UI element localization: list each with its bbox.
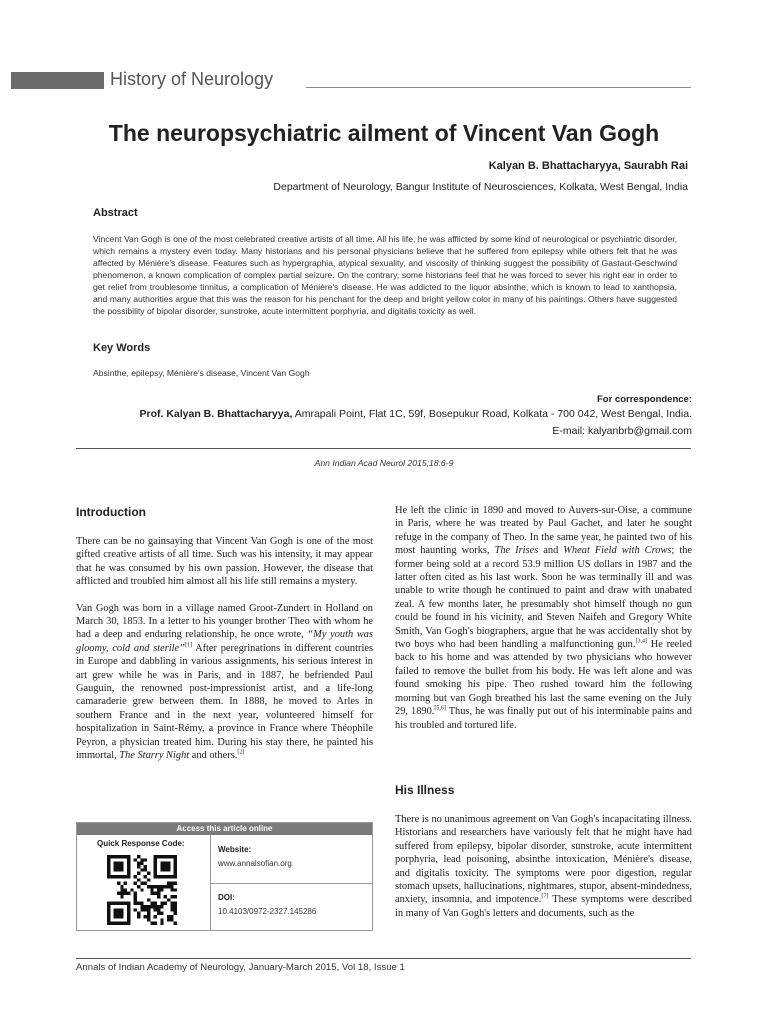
abstract-text: Vincent Van Gogh is one of the most celebrated creative artists of all time. All his life, he was afflicted by some kind of neurological or psychiatric disorder, which remains a mystery even today. Many historians and his personal physicians believe that he suffered from epilepsy while others felt that he was affected by Ménière's disease. Features such as hypergraphia, atypical sexuality, and viscosity of thinking suggest the possibility of Gastaut-Geschwind phenomenon, a known complication of complex partial seizure. On the contrary, some historians feel that he was forced to sever his right ear in order to get relief from troublesome tinnitus, a complication of Ménière's disease. He was addicted to the liquor absinthe, which is known to lead to xanthopsia, and many authorities argue that this was the reason for his penchant for the deep and bright yellow color in many of his paintings. Others have suggested the possibility of bipolar disorder, sunstroke, acute intermittent porphyria, and digitalis toxicity as well. [93, 234, 677, 316]
text-run: He left the clinic in 1890 and moved to Auvers-sur-Oise, a commune in Paris, where he was treated by Paul Gachet, and later he sought refuge in the company of Theo. In the same year, he painted two of his most haunting works, [395, 505, 692, 557]
text-run: He reeled back to his home and was attended by two physicians who however failed to remove the bullet from his body. He was left alone and was found smoking his pipe. Theo rushed toward him the following morning but van Gogh breathed his last the same evening on the July 29, 1890. [395, 639, 692, 718]
right-column [395, 504, 692, 745]
illness-paragraph [395, 813, 692, 920]
left-column [76, 535, 373, 776]
reference-link[interactable]: [3,4] [635, 638, 647, 645]
reference-link[interactable]: [7] [541, 893, 549, 900]
correspondence-label: For correspondence: [596, 394, 692, 405]
artwork-title: The Irises [494, 545, 539, 557]
header-rule [306, 87, 691, 88]
section-rule [76, 448, 691, 449]
artwork-title: The Starry Night [119, 750, 190, 762]
link-panel [210, 835, 372, 930]
website-label: Website: [218, 845, 252, 854]
text-run: and others. [189, 750, 238, 762]
illness-heading: His Illness [395, 783, 455, 797]
quote: “My youth was gloomy, cold and sterile” [76, 629, 373, 654]
intro-heading: Introduction [76, 505, 146, 519]
qr-label: Quick Response Code: [97, 839, 185, 848]
reference-link[interactable]: [1] [184, 642, 192, 649]
footer-rule [76, 958, 691, 959]
correspondence-address [139, 408, 692, 420]
text-run: There is no unanimous agreement on Van Gogh's incapacitating illness. Historians and researchers have variously felt that he might have had suffered from epilepsy, bipolar disorder, sunstroke, acute intermittent porphyria, lead poisoning, absinthe intoxication, Ménière's disease, and digitalis toxicity. The symptoms were poor digestion, regular stomach upsets, hallucinations, nightmares, stupor, absent-mindedness, anxiety, insomnia, and impotence. [395, 814, 692, 906]
authors: Kalyan B. Bhattacharyya, Saurabh Rai [488, 160, 688, 172]
doi-link[interactable]: 10.4103/0972-2327.145286 [218, 907, 317, 916]
header-bar [11, 72, 104, 89]
affiliation: Department of Neurology, Bangur Institute of Neurosciences, Kolkata, West Bengal, India [273, 181, 688, 193]
reference-link[interactable]: [5,6] [434, 705, 446, 712]
citation: Ann Indian Acad Neurol 2015;18:6-9 [314, 458, 454, 468]
intro-paragraph-2 [76, 602, 373, 763]
intro-paragraph-1: There can be no gainsaying that Vincent Van Gogh is one of the most gifted creative artists of all time. Such was his intensity, it may appear that he was consumed by his own passion. However, the disease that afflicted and troubled him almost all his life still remains a mystery. [76, 536, 373, 588]
keywords-text: Absinthe, epilepsy, Ménière's disease, Vincent Van Gogh [93, 368, 310, 378]
correspondence-email: E-mail: kalyanbrb@gmail.com [552, 425, 692, 437]
qr-code-icon[interactable] [107, 853, 177, 927]
article-title: The neuropsychiatric ailment of Vincent Van Gogh [108, 120, 660, 146]
qr-panel [77, 835, 211, 930]
abstract-heading: Abstract [93, 207, 138, 219]
website-block [210, 835, 372, 884]
text-run: and [538, 545, 564, 557]
reference-link[interactable]: [2] [237, 749, 245, 756]
access-box-title: Access this article online [77, 823, 372, 835]
website-link[interactable]: www.annalsofian.org [218, 859, 292, 868]
text-run: These symptoms were described in many of Van Gogh's letters and documents, such as the [395, 894, 692, 919]
doi-label: DOI: [218, 893, 235, 902]
correspondence-name: Prof. Kalyan B. Bhattacharyya, [139, 408, 293, 420]
text-run: After peregrinations in different countries in Europe and dabbling in various assignments, his serious interest in art grew while he was in Paris, and in 1887, he befriended Paul Gauguin, the renowned post-impressionist artist, and a life-long camaraderie grew between them. In 1888, he moved to Arles in southern France and in the next year, volunteered himself for hospitalization in Saint-Rémy, a province in France where Théophile Peyron, a physician treated him. During his stay there, he painted his immortal, [76, 642, 373, 762]
right-column-2 [395, 813, 692, 933]
section-label: History of Neurology [110, 69, 274, 89]
correspondence-address-text: Amrapali Point, Flat 1C, 59f, Bosepukur Road, Kolkata - 700 042, West Bengal, India. [292, 408, 692, 420]
right-paragraph-1 [395, 504, 692, 732]
artwork-title: Wheat Field with Crows [563, 545, 672, 557]
text-run: Van Gogh was born in a village named Groot-Zundert in Holland on March 30, 1853. In a letter to his younger brother Theo with whom he had a deep and enduring relationship, he once wrote, [76, 602, 373, 641]
access-box [76, 822, 373, 931]
keywords-heading: Key Words [93, 342, 151, 354]
footer: Annals of Indian Academy of Neurology, January-March 2015, Vol 18, Issue 1 [76, 962, 405, 973]
text-run: Thus, he was finally put out of his interminable pains and his troubled and tortured life. [395, 706, 692, 731]
text-run: ; the former being sold at a record 53.9 million US dollars in 1987 and the latter often cited as his last work. Soon he was terminally ill and was unable to write though he continued to paint and draw with unabated zeal. A few months later, he presumably shot himself though no gun could be found in his vicinity, and Steven Naifeh and Gregory White Smith, Van Gogh's biographers, argue that he was accidentally shot by two boys who had been handling a malfunctioning gun. [395, 545, 693, 651]
